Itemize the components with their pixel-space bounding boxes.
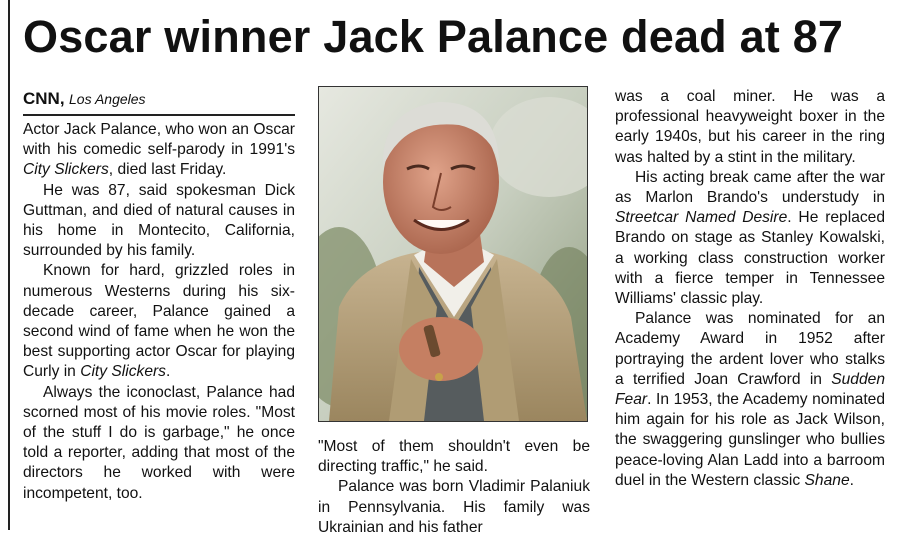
text-run: . In 1953, the Academy nominated him again for his role as Jack Wilson, the swaggering gunslinger who bullies peace-loving Alan Ladd into a barroom duel in the Western classic	[615, 391, 885, 489]
text-run: Palance was nominated for an Academy Award in 1952 after portraying the ardent lover who stalks a terrified Joan Crawford in	[615, 310, 885, 388]
dateline-source: CNN,	[23, 89, 65, 108]
paragraph-2: He was 87, said spokesman Dick Guttman, and died of natural causes in his home in Montecito, California, surrounded by his family.	[23, 181, 295, 260]
text-run: , died last Friday.	[108, 161, 227, 179]
paragraph-1	[23, 120, 295, 181]
film-title: City Slickers	[80, 363, 166, 381]
portrait-illustration	[319, 87, 587, 421]
text-run: .	[165, 363, 171, 381]
paragraph-9	[615, 309, 885, 491]
paragraph-3	[23, 261, 295, 382]
dateline-rule	[23, 114, 295, 116]
paragraph-5: "Most of them shouldn't even be directing traffic," he said.	[318, 438, 590, 476]
headline: Oscar winner Jack Palance dead at 87	[23, 11, 844, 62]
article-column-3	[615, 87, 885, 491]
film-title: City Slickers	[23, 161, 109, 179]
text-run: Known for hard, grizzled roles in numerous Westerns during his six-decade career, Palance gained a second wind of fame when he won the best supporting actor Oscar for playing Curly in	[23, 262, 295, 381]
play-title: Streetcar Named Desire	[615, 209, 788, 227]
text-run: Actor Jack Palance, who won an Oscar with his comedic self-parody in 1991's	[23, 121, 295, 159]
paragraph-8	[615, 168, 885, 309]
film-title: Shane	[804, 471, 850, 489]
film-title: Sudden Fear	[615, 370, 885, 409]
article-column-1	[23, 120, 295, 504]
article-column-2	[318, 437, 590, 538]
portrait-photo	[318, 86, 588, 422]
paragraph-6: Palance was born Vladimir Palaniuk in Pennsylvania. His family was Ukrainian and his father	[318, 478, 590, 536]
dateline	[23, 88, 295, 111]
text-run: His acting break came after the war as Marlon Brando's understudy in	[615, 168, 885, 207]
paragraph-7: was a coal miner. He was a professional heavyweight boxer in the early 1940s, but his career in the ring was halted by a stint in the military.	[615, 88, 885, 166]
dateline-location: Los Angeles	[69, 91, 146, 107]
paragraph-4: Always the iconoclast, Palance had scorned most of his movie roles. "Most of the stuff I do is garbage," he once told a reporter, adding that most of the directors he worked with were incompetent, too.	[23, 383, 295, 502]
text-run: . He replaced Brando on stage as Stanley Kowalski, a working class construction worker with a fierce temper in Tennessee Williams' classic play.	[615, 209, 886, 308]
text-run: .	[849, 471, 854, 489]
left-column-rule	[8, 0, 10, 530]
